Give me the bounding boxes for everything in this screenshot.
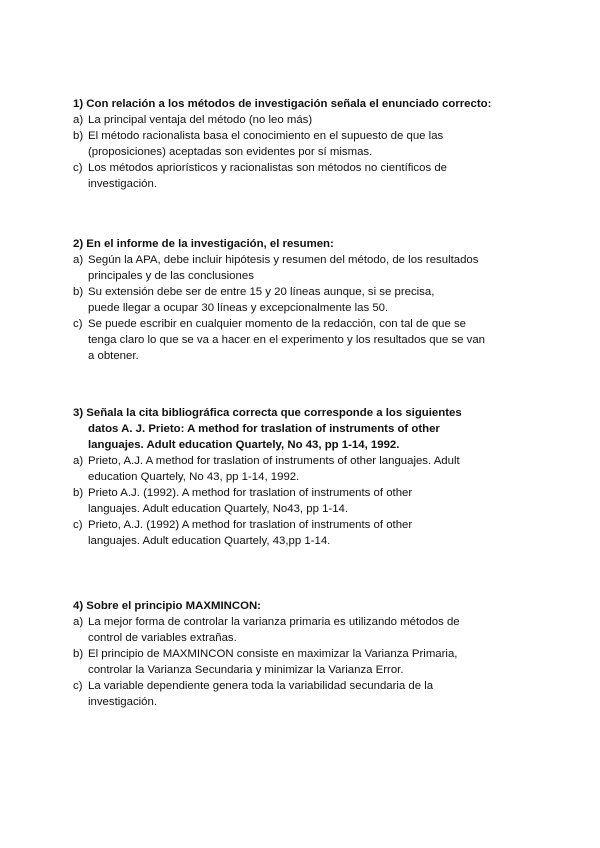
option-letter: a) (73, 254, 84, 266)
question-title-line: 4) Sobre el principio MAXMINCON: (73, 600, 261, 612)
option-text-line: a obtener. (88, 350, 139, 362)
option-letter: c) (73, 162, 83, 174)
option-letter: b) (73, 130, 84, 142)
option-text-line: education Quartely, No 43, pp 1-14, 1992. (88, 471, 300, 483)
option-letter: a) (73, 616, 84, 628)
option-text-line: (proposiciones) aceptadas son evidentes por sí mismas. (88, 146, 373, 158)
option-text-line: control de variables extrañas. (88, 632, 237, 644)
option-text-line: El método racionalista basa el conocimiento en el supuesto de que las (88, 130, 444, 142)
option-letter: c) (73, 680, 83, 692)
question-1-option-c (73, 160, 533, 192)
question-title-line: 2) En el informe de la investigación, el resumen: (73, 238, 334, 250)
option-text-line: Los métodos apriorísticos y racionalistas son métodos no científicos de (88, 162, 447, 174)
option-letter: a) (73, 114, 84, 126)
question-3-title (73, 405, 533, 453)
question-1-option-a (73, 112, 533, 128)
question-2-option-b (73, 284, 533, 316)
option-text-line: controlar la Varianza Secundaria y minimizar la Varianza Error. (88, 664, 404, 676)
question-4-option-c (73, 678, 533, 710)
option-letter: a) (73, 455, 84, 467)
question-1 (73, 96, 533, 192)
option-text-line: principales y de las conclusiones (88, 270, 254, 282)
option-text-line: Según la APA, debe incluir hipótesis y resumen del método, de los resultados (88, 254, 479, 266)
question-title-line: 3) Señala la cita bibliográfica correcta que corresponde a los siguientes (73, 407, 462, 419)
question-3 (73, 405, 533, 549)
question-3-option-b (73, 485, 533, 517)
option-text-line: Prieto, A.J. (1992) A method for traslation of instruments of other (88, 519, 413, 531)
option-text-line: tenga claro lo que se va a hacer en el experimento y los resultados que se van (88, 334, 486, 346)
question-1-title (73, 96, 533, 112)
question-3-option-a (73, 453, 533, 485)
question-2 (73, 236, 533, 364)
option-text-line: Prieto, A.J. A method for traslation of instruments of other languajes. Adult (88, 455, 460, 467)
option-letter: b) (73, 648, 84, 660)
question-4-title (73, 598, 533, 614)
question-1-option-b (73, 128, 533, 160)
option-text-line: Su extensión debe ser de entre 15 y 20 líneas aunque, si se precisa, (88, 286, 435, 298)
option-text-line: La mejor forma de controlar la varianza primaria es utilizando métodos de (88, 616, 460, 628)
option-text-line: puede llegar a ocupar 30 líneas y excepcionalmente las 50. (88, 302, 389, 314)
option-text-line: El principio de MAXMINCON consiste en maximizar la Varianza Primaria, (88, 648, 458, 660)
question-2-title (73, 236, 533, 252)
question-2-option-a (73, 252, 533, 284)
option-text-line: investigación. (88, 178, 158, 190)
question-2-option-c (73, 316, 533, 364)
option-text-line: Se puede escribir en cualquier momento de la redacción, con tal de que se (88, 318, 467, 330)
option-text-line: languajes. Adult education Quartely, No43, pp 1-14. (88, 503, 349, 515)
option-text-line: La principal ventaja del método (no leo más) (88, 114, 313, 126)
question-4-option-a (73, 614, 533, 646)
question-title-line: datos A. J. Prieto: A method for traslation of instruments of other (88, 423, 440, 435)
option-text-line: La variable dependiente genera toda la variabilidad secundaria de la (88, 680, 434, 692)
option-text-line: languajes. Adult education Quartely, 43,pp 1-14. (88, 535, 331, 547)
question-4-option-b (73, 646, 533, 678)
option-letter: b) (73, 487, 84, 499)
option-text-line: Prieto A.J. (1992). A method for traslation of instruments of other (88, 487, 413, 499)
question-4 (73, 598, 533, 710)
question-title-line: languajes. Adult education Quartely, No 43, pp 1-14, 1992. (88, 439, 400, 451)
option-letter: c) (73, 318, 83, 330)
question-3-option-c (73, 517, 533, 549)
option-text-line: investigación. (88, 696, 158, 708)
option-letter: c) (73, 519, 83, 531)
question-title-line: 1) Con relación a los métodos de investigación señala el enunciado correcto: (73, 98, 492, 110)
option-letter: b) (73, 286, 84, 298)
